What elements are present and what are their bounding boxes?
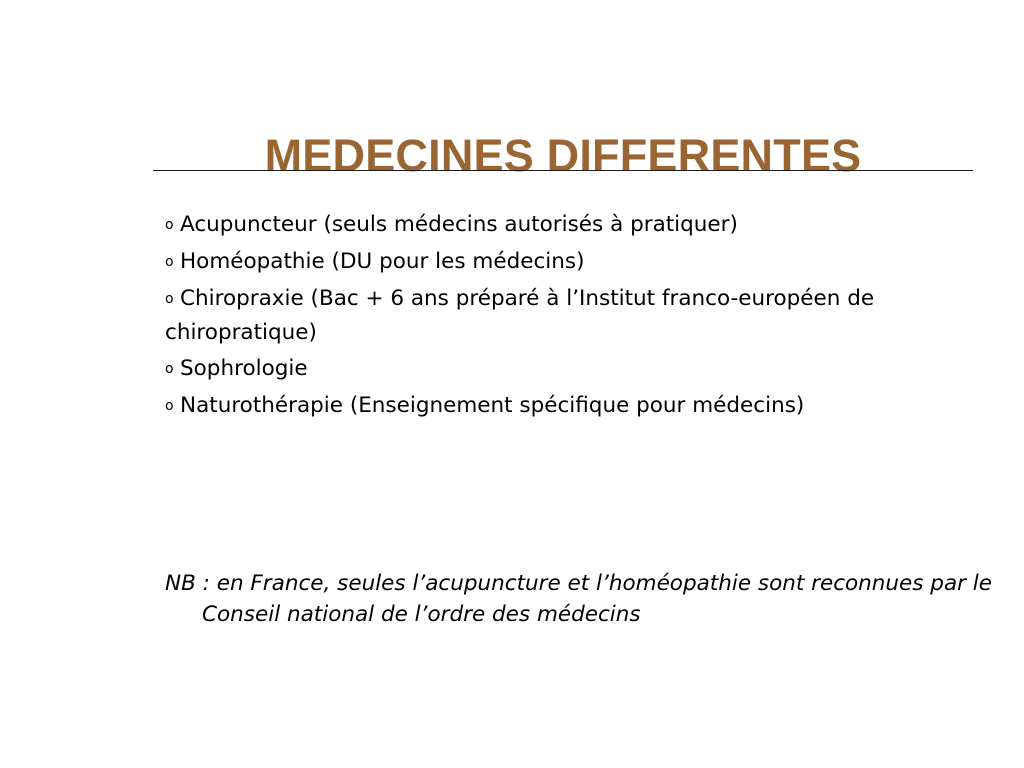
bullet-text: Acupuncteur (seuls médecins autorisés à pratiquer) bbox=[180, 212, 738, 237]
bullet-item-naturotherapie bbox=[165, 389, 965, 423]
bullet-text: Naturothérapie (Enseignement spécifique pour médecins) bbox=[180, 393, 805, 418]
circle-bullet-icon: o bbox=[165, 291, 174, 307]
circle-bullet-icon: o bbox=[165, 254, 174, 270]
bullet-item-chiropraxie bbox=[165, 282, 965, 349]
nb-note: NB : en France, seules l’acupuncture et l’homéopathie sont reconnues par le Conseil national de l’ordre des médecins bbox=[165, 571, 993, 627]
circle-bullet-icon: o bbox=[165, 398, 174, 414]
slide-title: MEDECINES DIFFERENTES bbox=[264, 130, 862, 182]
bullet-text: Homéopathie (DU pour les médecins) bbox=[180, 249, 585, 274]
circle-bullet-icon: o bbox=[165, 217, 174, 233]
title-divider bbox=[153, 170, 973, 171]
bullet-text: Chiropraxie (Bac + 6 ans préparé à l’Institut franco-européen de chiropratique) bbox=[165, 286, 875, 345]
bullet-list bbox=[165, 208, 965, 426]
bullet-item-acupuncteur bbox=[165, 208, 965, 242]
bullet-text: Sophrologie bbox=[180, 356, 308, 381]
bullet-item-homeopathie bbox=[165, 245, 965, 279]
circle-bullet-icon: o bbox=[165, 361, 174, 377]
bullet-item-sophrologie bbox=[165, 352, 965, 386]
